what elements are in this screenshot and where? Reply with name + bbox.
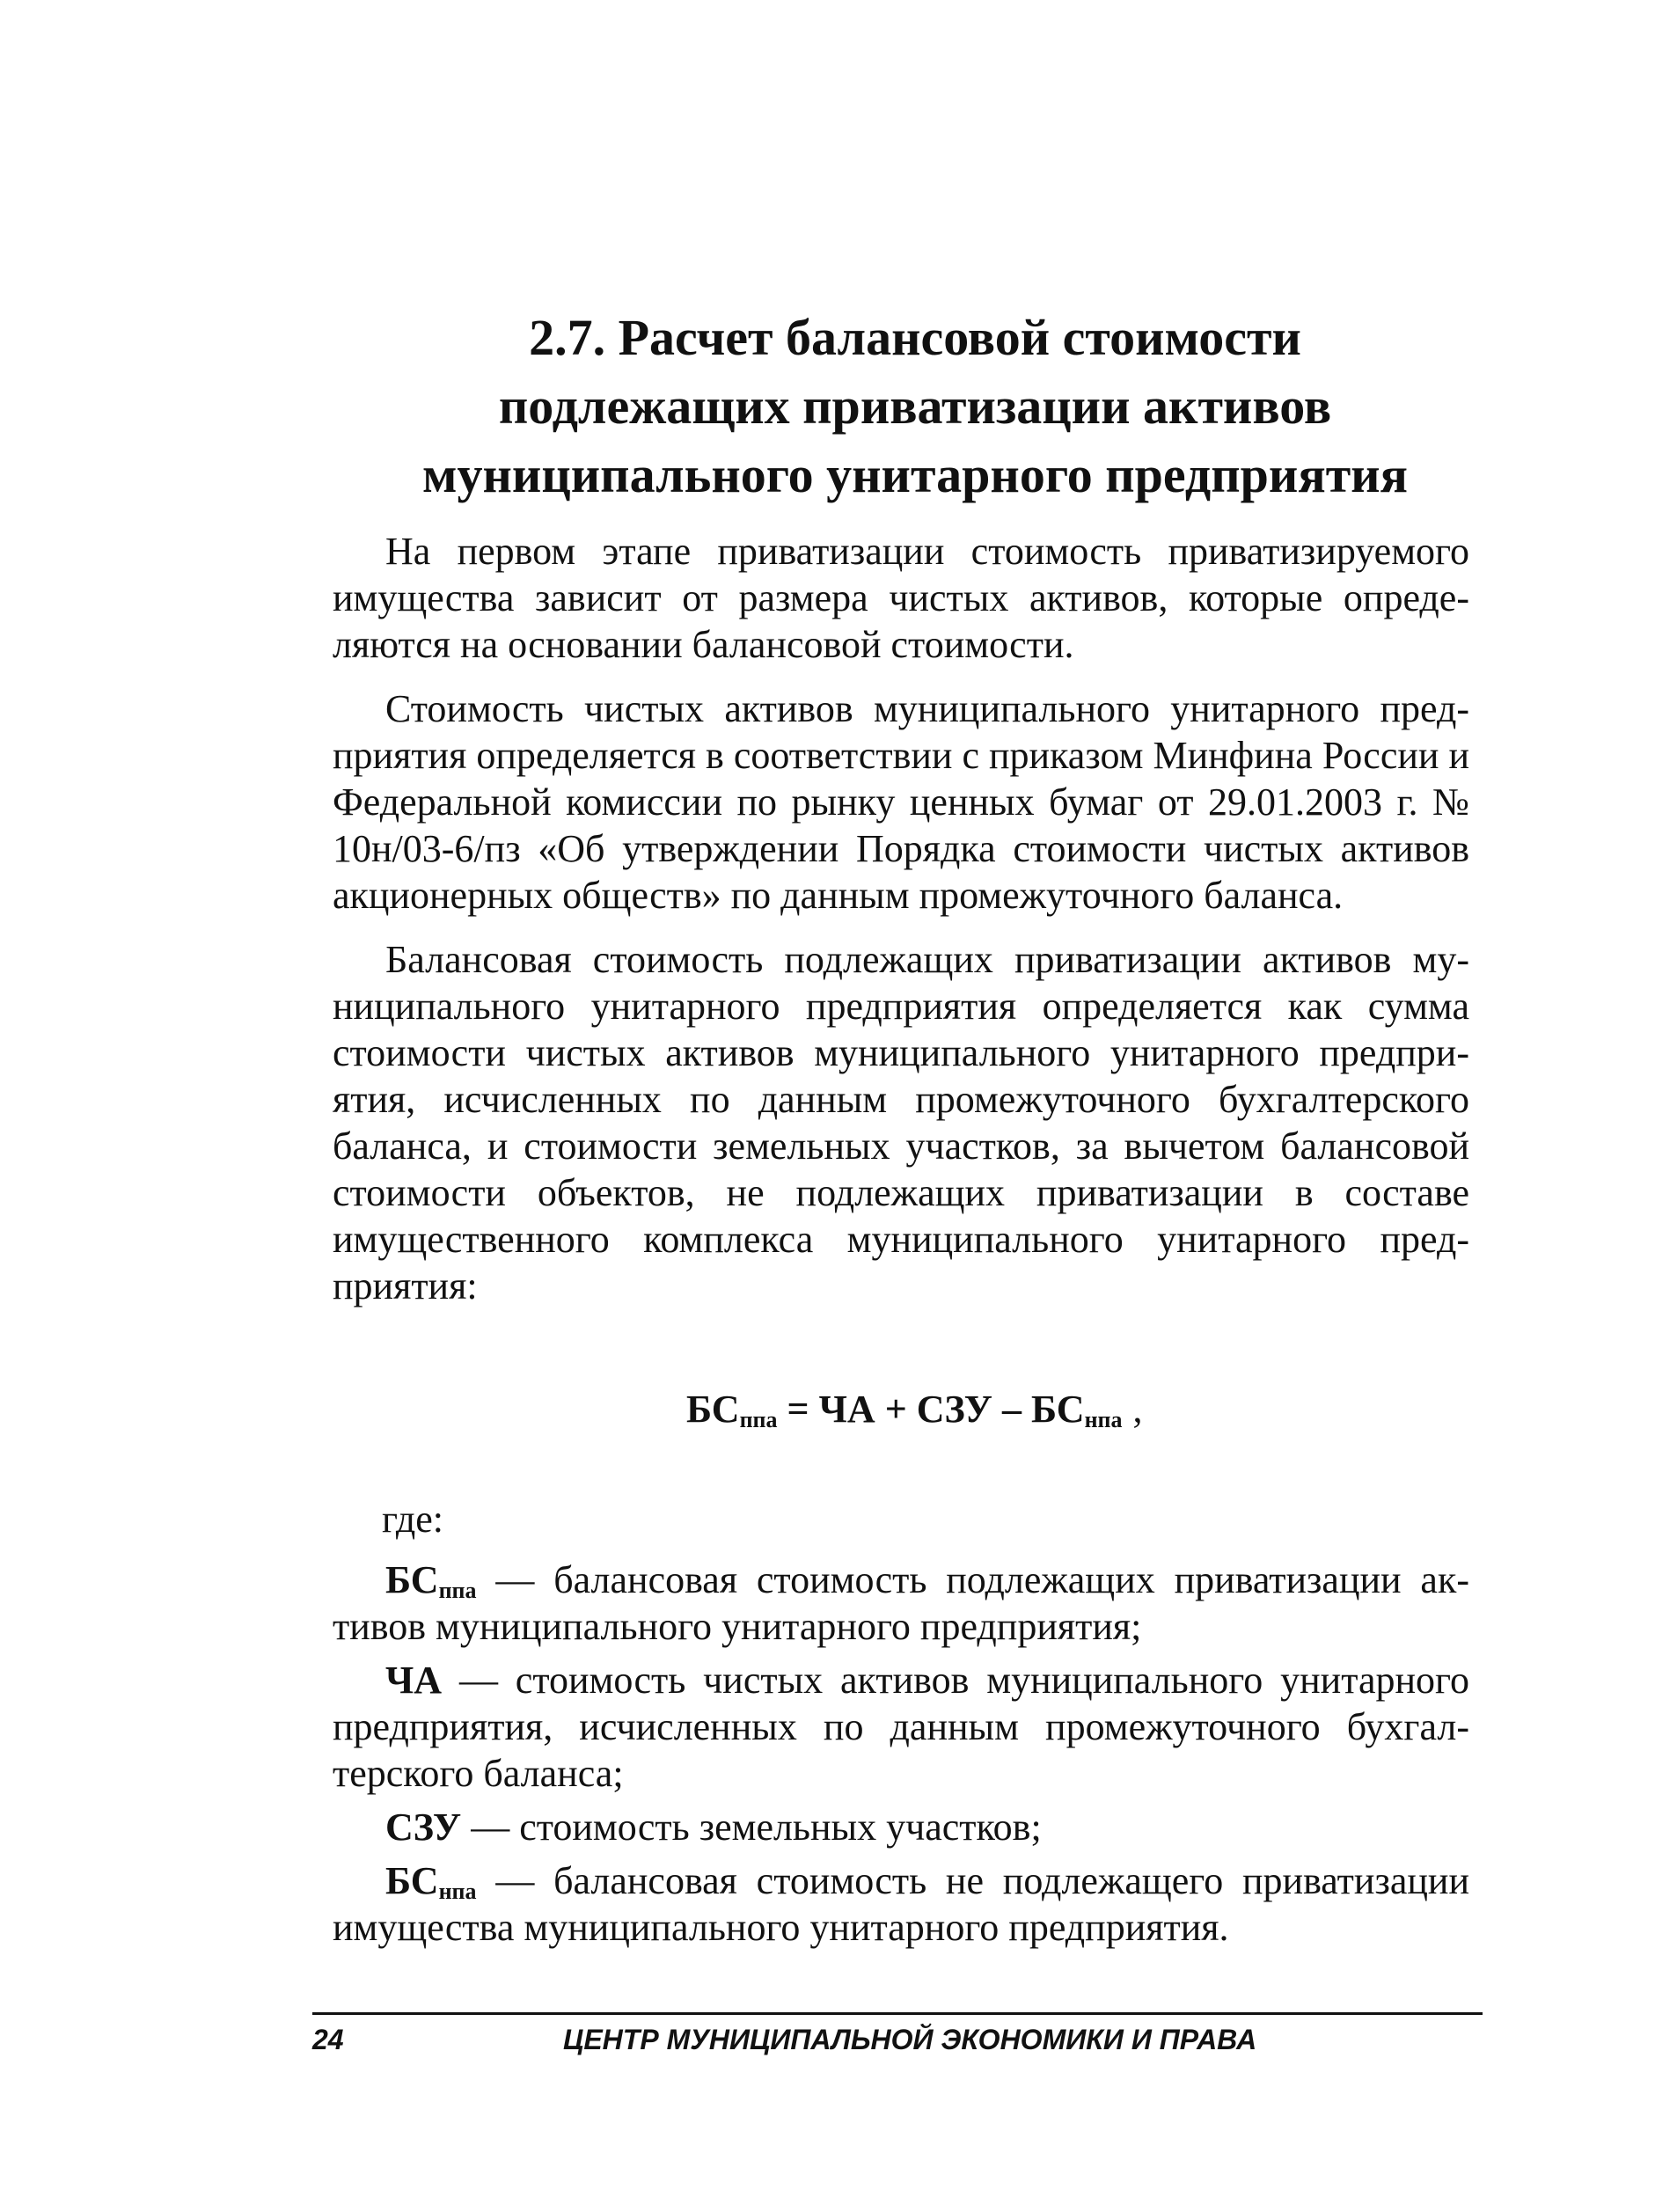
definition-term: БС	[385, 1859, 439, 1902]
formula-term-excluded: БС	[1030, 1388, 1085, 1431]
formula-minus: –	[1001, 1388, 1022, 1431]
formula	[686, 1386, 1143, 1432]
page-number: 24	[312, 2024, 344, 2055]
heading-line-1: 2.7. Расчет балансовой стоимости	[529, 309, 1301, 366]
definition-text: — балансовая стоимость подлежащих приватизации активов муниципального унитарного предприятия;	[333, 1558, 1469, 1648]
definition-item	[333, 1804, 1469, 1850]
section-heading	[334, 304, 1496, 509]
definition-term-subscript: ппа	[438, 1578, 477, 1603]
definition-item	[333, 1657, 1469, 1797]
formula-lhs: БС	[686, 1388, 740, 1431]
definition-text: — балансовая стоимость не подлежащего приватизации имущества муниципального унитарного предприятия.	[333, 1859, 1469, 1949]
footer-title: ЦЕНТР МУНИЦИПАЛЬНОЙ ЭКОНОМИКИ И ПРАВА	[563, 2024, 1257, 2055]
definition-term-subscript: нпа	[438, 1879, 477, 1904]
definition-item	[333, 1857, 1469, 1951]
formula-plus: +	[884, 1388, 907, 1431]
where-label: где:	[382, 1498, 443, 1541]
heading-line-2: подлежащих приватизации активов	[498, 377, 1332, 435]
paragraph-1: На первом этапе приватизации стоимость приватизируемого имущества зависит от размера чистых активов, которые определяются на основании балансовой стоимости.	[333, 530, 1469, 666]
definition-text: — стоимость земельных участков;	[461, 1805, 1042, 1849]
definition-text: — стоимость чистых активов муниципального унитарного предприятия, исчисленных по данным промежуточного бухгалтерского баланса;	[333, 1659, 1469, 1795]
formula-term-land-cost: СЗУ	[916, 1388, 992, 1431]
definition-term: ЧА	[385, 1659, 443, 1702]
formula-lhs-subscript: ппа	[739, 1407, 778, 1432]
definition-term: БС	[385, 1558, 439, 1601]
formula-equals: =	[787, 1388, 809, 1431]
definition-term: СЗУ	[385, 1805, 462, 1849]
formula-term-net-assets: ЧА	[818, 1388, 875, 1431]
formula-term-excluded-subscript: нпа	[1084, 1407, 1123, 1432]
definitions	[333, 1496, 1469, 1958]
definition-item	[333, 1556, 1469, 1650]
heading-line-3: муниципального унитарного предприятия	[422, 446, 1408, 503]
formula-comma: ,	[1132, 1388, 1143, 1431]
footer-divider	[312, 2012, 1483, 2015]
body-text	[333, 528, 1469, 1327]
paragraph-3: Балансовая стоимость подлежащих приватизации активов муниципального унитарного предприятия определяется как сумма стоимости чистых активов муниципального унитарного предприятия, исчисленных по данным промежуточного бухгалтерского баланса, и стоимости земельных участков, за вычетом балансовой стоимости объектов, не подлежащих приватизации в составе имущественного комплекса муниципального унитарного предприятия:	[333, 938, 1469, 1307]
paragraph-2: Стоимость чистых активов муниципального унитарного предприятия определяется в соответствии с приказом Минфина России и Федеральной комиссии по рынку ценных бумаг от 29.01.2003 г. № 10н/03-6/пз «Об утверждении Порядка стоимости чистых активов акционерных обществ» по данным промежуточного баланса.	[333, 687, 1469, 917]
